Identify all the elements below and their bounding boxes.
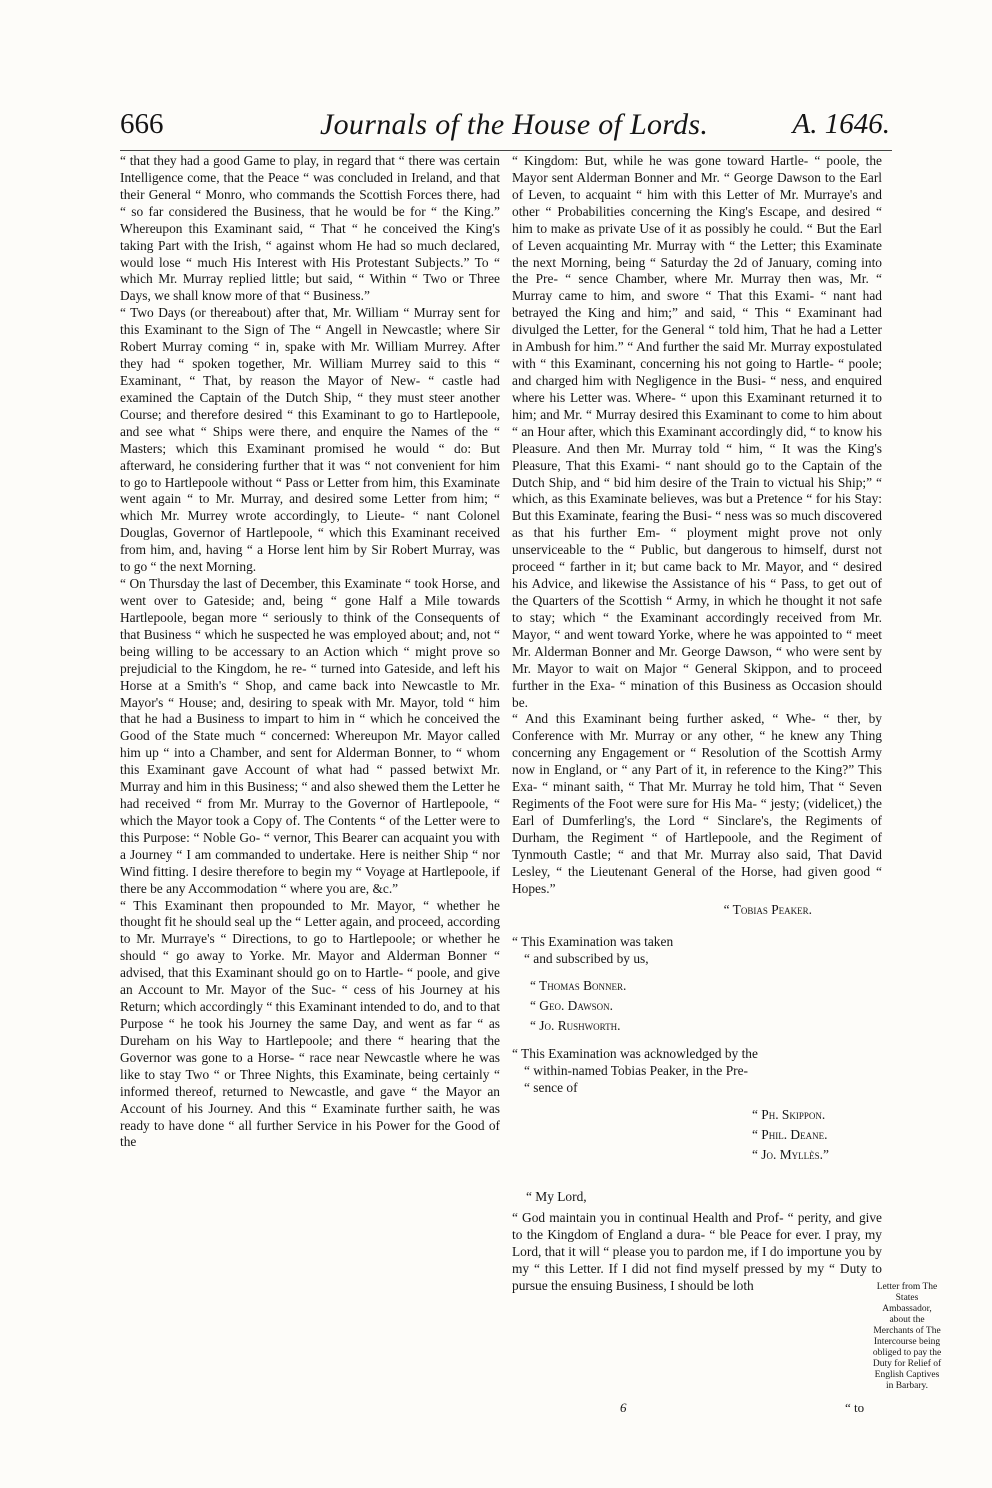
left-column [120, 153, 500, 1151]
witness-name: “ Phil. Deane. [752, 1127, 828, 1143]
letter-body: “ God maintain you in continual Health and Prof- “ perity, and give to the Kingdom of England a dura- “ ble Peace for ever. I pray, my Lord, that it will “ please you to pardon me, if I do importune you by my “ this Letter. If I did not find myself pressed by my “ Duty to pursue the ensuing Business, I should be loth [512, 1210, 882, 1293]
examination-taken-note [512, 934, 882, 968]
right-paragraph-1: “ Kingdom: But, while he was gone toward Hartle- “ poole, the Mayor sent Alderman Bonner and Mr. “ George Dawson to the Earl of Leven, to acquaint “ him with this Letter of Mr. Murraye's and other “ Probabilities concerning the King's Escape, and desired “ him to make as private Use of it as possibly he could. “ But the Earl of Leven acquainting Mr. Murray with “ the Letter; this Examinate the next Morning, being “ Saturday the 2d of January, coming into the Pre- “ sence Chamber, where Mr. Murray then was, Mr. “ Murray came to him, and swore “ That this Exami- “ nant had betrayed the King and him;” and said, “ This “ Examinant had divulged the Letter, for the General “ told him, That he had a Letter in Ambush for him.” “ And further the said Mr. Murray expostulated with “ this Examinant, concerning his not going to Hartle- “ poole; and charged him with Negligence in the Busi- “ ness, and enquired where his Letter was. Where- “ upon this Examinant returned it to him; and Mr. “ Murray desired this Examinant to come to him about “ an Hour after, which this Examinant accordingly did, “ to know his Pleasure. And then Mr. Murray told “ him, “ It was the King's Pleasure, That this Exami- “ nant should go to the Captain of the Dutch Ship, and “ bid him desire of the Train to victual his Ship;” “ which, as this Examinate believes, was but a Pretence “ for his Stay: But this Examinate, fearing the Busi- “ ness was so much discovered as that his further Em- “ ployment might prove not only unserviceable to the “ Public, but dangerous to himself, durst not proceed “ farther in it; but came back to Mr. Mayor, and “ desired his Advice, and likewise the Assistance of his “ Pass, to get out of the Quarters of the Scottish “ Army, in which he thought it not safe to stay; which “ the Examinant accordingly received from Mr. Mayor, “ and went toward Yorke, where he was appointed to “ meet Mr. Alderman Bonner and Mr. George Dawson, “ who were sent by Mr. Mayor to wait on Major “ General Skippon, and to proceed further in the Exa- “ mination of this Business as Occasion should be. [512, 153, 882, 710]
examination-taken-line-2: “ and subscribed by us, [524, 951, 649, 967]
acknowledgement-line-2: “ within-named Tobias Peaker, in the Pre- [524, 1063, 748, 1079]
signature-tobias-peaker: “ Tobias Peaker. [723, 901, 812, 917]
letter-salutation: “ My Lord, [526, 1189, 587, 1205]
left-paragraph-4: “ This Examinant then propounded to Mr. Mayor, “ whether he thought fit he should seal up the “ Letter again, and proceed, according to Mr. Murraye's “ Directions, to go to Hartlepoole; or whether he should “ go away to Yorke. Mr. Mayor and Alderman Bonner “ advised, that this Examinant should go on to Hartle- “ poole, and give an Account to Mr. Mayor of the Suc- “ cess of his Journey at his Return; which accordingly “ this Examinant intended to do, and to that Purpose “ he took his Journey the same Day, and went as far “ as Dureham on his Way to Hartlepoole; and there “ hearing that the Governor was gone to a Horse- “ race near Newcastle where he was like to stay Two “ or Three Nights, this Examinate, being certainly “ informed thereof, returned to Newcastle, and gave “ the Mayor an Account of his Journey. And this “ Examinate further saith, he was ready to have done “ all further Service in his Power for the Good of the [120, 897, 501, 1150]
subscriber-name: “ Jo. Rushworth. [530, 1018, 621, 1034]
page-number: 666 [120, 108, 164, 140]
right-column [512, 153, 882, 1295]
header-rule [120, 150, 892, 151]
left-paragraph-2: “ Two Days (or thereabout) after that, Mr. William “ Murray sent for this Examinant to the Sign of The “ Angell in Newcastle; where Sir Robert Murray coming “ in, spake with Mr. William Murrey. After they had “ spoken together, Mr. William Murrey said to this “ Examinant, “ That, by reason the Mayor of New- “ castle had examined the Captain of the Dutch Ship, “ they must steer another Course; and therefore desired “ this Examinant to go to Hartlepoole, and see what “ Ships were there, and enquire the Names of the “ Masters; which this Examinant promised he would “ do: But afterward, he considering further that it was “ not convenient for him to go to Hartlepoole without “ Pass or Letter from him, this Examinate went again “ to Mr. Murray, and desired some Letter from him; “ which Mr. Murrey wrote accordingly, to Lieute- “ nant Colonel Douglas, Governor of Hartlepoole, “ which this Examinant received from him, and, having “ a Horse lent him by Sir Robert Murray, was to go “ the next Morning. [120, 305, 500, 575]
acknowledgement-line-3: “ sence of [524, 1080, 578, 1096]
letter [512, 1189, 882, 1295]
witness-name: “ Jo. Myllès.” [752, 1147, 829, 1163]
witness-list [752, 1105, 882, 1165]
signature-mark: 6 [620, 1400, 627, 1415]
right-paragraph-2: “ And this Examinant being further asked, “ Whe- “ ther, by Conference with Mr. Murray or any other, “ he knew any Thing concerning any Engagement or “ Resolution of the Scottish Army now in England, or “ any Part of it, in reference to the King?” This Exa- “ minant saith, “ That Mr. Murray he told him, That “ Seven Regiments of the Foot were sure for His Ma- “ jesty; (videlicet,) the Earl of Dumferling's, the Lord “ Sinclare's, the Regiments of Durham, the Regiment “ of Hartlepoole, and the Regiment of Tynmouth Castle; “ and that Mr. Murray also said, That David Lesley, “ the Lieutenant General of the Horse, had given good “ Hopes.” [512, 711, 882, 896]
left-paragraph-3: “ On Thursday the last of December, this Examinate “ took Horse, and went over to Gateside; and, being “ gone Half a Mile towards Hartlepoole, began more “ seriously to think of the Consequents of that Business “ which he suspected he was employed about; and, not “ being willing to be accessary to an Action which “ might prove so prejudicial to the Kingdom, he re- “ turned into Gateside, and left his Horse at a Smith's “ Shop, and came back into Newcastle to Mr. Mayor's “ House; and, desiring to speak with Mr. Mayor, told “ him that he had a Business to impart to him in “ which he conceived the Good of the State much “ concerned: Whereupon Mr. Mayor called him up “ into a Chamber, and sent for Alderman Bonner, to “ whom this Examinant gave Account of what had “ passed betwixt Mr. Murray and him in this Business; “ and also shewed them the Letter he had received “ from Mr. Murray to the Governor of Hartlepoole, “ which the Mayor took a Copy of. The Contents “ of the Letter were to this Purpose: “ Noble Go- “ vernor, This Bearer can acquaint you with a Journey “ I am commanded to undertake. Here is neither Ship “ nor Wind fitting. I desire therefore to begin my “ Voyage at Hartlepoole, if there be any Accommodation “ where you are, &c.” [120, 576, 500, 896]
running-title: Journals of the House of Lords. [320, 108, 709, 141]
subscriber-name: “ Geo. Dawson. [530, 998, 613, 1014]
acknowledgement-note [512, 1046, 882, 1097]
page-year: A. 1646. [792, 108, 890, 140]
margin-note: Letter from The States Ambassador, about the Merchants of The Intercourse being obliged to pay the Duty for Relief of English Captives in Barbary. [872, 1282, 942, 1391]
catchword: “ to [845, 1400, 865, 1415]
page-header [120, 108, 890, 152]
acknowledgement-line-1: “ This Examination was acknowledged by the [512, 1046, 758, 1062]
left-paragraph-1: “ that they had a good Game to play, in regard that “ there was certain Intelligence come, that the Peace “ was concluded in Ireland, and that their General “ Monro, who commands the Scottish Forces there, had “ so far considered the Business, that he would be for “ the King.” Whereupon this Examinant said, “ That “ he conceived the King's taking Part with the Irish, “ against whom He had so much declared, would lose “ much His Interest with His Protestant Subjects.” To “ which Mr. Murray replied little; but said, “ Within “ Two or Three Days, we shall know more of that “ Business.” [120, 153, 500, 304]
witness-name: “ Ph. Skippon. [752, 1107, 826, 1123]
subscriber-list [530, 976, 882, 1036]
subscriber-name: “ Thomas Bonner. [530, 978, 627, 994]
examination-taken-line-1: “ This Examination was taken [512, 934, 674, 950]
